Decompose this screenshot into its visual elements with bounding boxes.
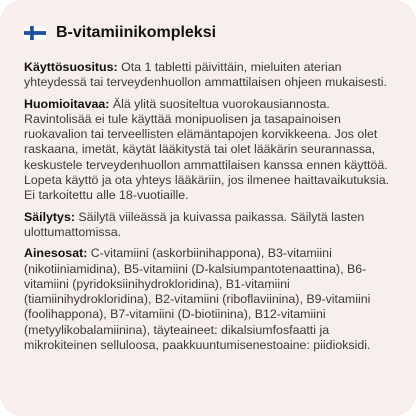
ingredients-section [24,246,392,353]
ingredients-label: Ainesosat: [24,246,91,261]
storage-section [24,210,392,241]
warnings-section [24,97,392,204]
usage-text: Ota 1 tabletti päivittäin, mieluiten aterian yhteydessä tai terveydenhuollon ammattilaisen ohjeen mukaisesti. [24,60,387,90]
ingredients-text: C-vitamiini (askorbiinihappona), B3-vitamiini (nikotiiniamidina), B5-vitamiini (D-kalsiumpantotenaattina), B6-vitamiini (pyridoksiinihydrokloridina), B1-vitamiini (tiamiinihydrokloridina), B2-vitamiini (riboflaviinina), B9-vitamiini (foolihappona), B7-vitamiini (D-biotiinina), B12-vitamiini (metyylikobalamiinina), täyteaineet: dikalsiumfosfaatti ja mikrokiteinen selluloosa, paakkuuntumisenestoaine: piidioksidi. [24,246,371,353]
storage-text: Säilytä viileässä ja kuivassa paikassa. Säilytä lasten ulottumattomissa. [24,209,365,239]
finland-flag-icon [24,26,46,40]
product-title: B-vitamiinikompleksi [56,24,217,41]
warnings-label: Huomioitavaa: [24,96,113,111]
warnings-text: Älä ylitä suositeltua vuorokausiannosta. Ravintolisää ei tule käyttää monipuolisen ja tasapainoisen ruokavalion tai terveellisten elämäntapojen korvikkeena. Jos olet raskaana, imetät, käytät lääkitystä tai olet lääkärin seurannassa, keskustele terveydenhuollon ammattilaisen kanssa ennen käyttöä. Lopeta käyttö ja ota yhteys lääkäriin, jos ilmenee haittavaikutuksia. Ei tarkoitettu alle 18-vuotiaille. [24,96,390,203]
storage-label: Säilytys: [24,209,79,224]
card-header [24,16,392,50]
usage-section [24,60,392,91]
usage-label: Käyttösuositus: [24,60,122,74]
